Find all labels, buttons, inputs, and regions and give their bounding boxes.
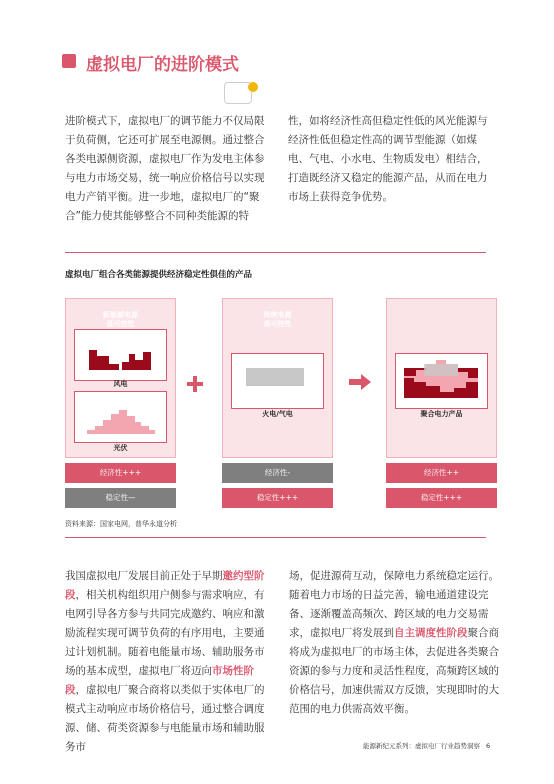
panel-new-energy-stability-bar: 稳定性— bbox=[65, 488, 176, 508]
solar-chart-box bbox=[74, 391, 167, 443]
panel-traditional-label-line2: 高可控性 bbox=[263, 320, 292, 328]
aggregated-chart-box bbox=[395, 353, 488, 409]
arrow-right-icon bbox=[349, 374, 371, 390]
wind-profile-icon bbox=[75, 330, 166, 380]
title-dot-decoration bbox=[248, 82, 258, 92]
thermal-profile-shape bbox=[246, 368, 304, 386]
body-left-text-3: ，虚拟电厂聚合商将以类似于实体电厂的模式主动响应市场价格信号，通过整合调度源、储、荷类资源参与电能量市场和辅助服务市 bbox=[65, 684, 265, 753]
thermal-profile-icon bbox=[232, 354, 323, 408]
wind-caption: 风电 bbox=[113, 380, 128, 388]
panel-traditional-economy-bar: 经济性- bbox=[222, 463, 333, 483]
panel-new-energy-label-line1: 新能源电源 bbox=[103, 311, 138, 319]
solar-profile-shape bbox=[87, 410, 155, 434]
aggregated-profile-icon bbox=[396, 354, 487, 408]
panel-aggregated-stability-bar: 稳定性+++ bbox=[386, 488, 497, 508]
highlight-market-stage: 市场性阶段 bbox=[65, 665, 254, 696]
thermal-chart-box bbox=[231, 353, 324, 409]
figure-title: 虚拟电厂组合各类能源提供经济稳定性俱佳的产品 bbox=[65, 270, 253, 280]
panel-aggregated-economy-bar: 经济性++ bbox=[386, 463, 497, 483]
footer-series: 能源新纪元系列：虚拟电厂行业趋势洞察 bbox=[363, 742, 480, 750]
aggregated-thermal-shape bbox=[424, 364, 458, 376]
wind-chart-box bbox=[74, 329, 167, 381]
intro-paragraph-left: 进阶模式下，虚拟电厂的调节能力不仅局限于负荷侧，它还可扩展至电源侧。通过整合各类电源侧资源，虚拟电厂作为发电主体参与电力市场交易，统一响应价格信号以实现电力产销平衡。进一步地，虚拟电厂的“聚合”能力使其能够整合不同种类能源的特 bbox=[65, 115, 265, 222]
body-paragraph-right bbox=[289, 567, 499, 719]
page-number: 6 bbox=[486, 742, 491, 750]
panel-traditional-label-line1: 传统电源 bbox=[263, 311, 292, 319]
figure-bottom-rule bbox=[65, 537, 486, 538]
body-paragraph-left bbox=[65, 567, 273, 757]
wind-profile-shape bbox=[89, 350, 151, 370]
body-right-text-1: 场，促进源荷互动，保障电力系统稳定运行。随着电力市场的日益完善，输电通道建设完备、逐渐覆盖高频次、跨区域的电力交易需求，虚拟电厂将发展到 bbox=[289, 570, 499, 639]
panel-new-energy bbox=[65, 298, 176, 458]
panel-aggregated bbox=[386, 298, 497, 458]
solar-profile-icon bbox=[75, 392, 166, 442]
body-right-text-2: 聚合商将成为虚拟电厂的市场主体，去促进各类聚合资源的参与力度和灵活性程度，高频跨区域的价格信号，加速供需双方反馈，实现即时的大范围的电力供需高效平衡。 bbox=[289, 627, 499, 715]
aggregated-caption: 聚合电力产品 bbox=[420, 410, 463, 418]
intro-paragraph-right: 性，如将经济性高但稳定性低的风光能源与经济性低但稳定性高的调节型能源（如煤电、气电、小水电、生物质发电）相结合，打造既经济又稳定的能源产品，从而在电力市场上获得竞争优势。 bbox=[288, 115, 488, 203]
title-marker bbox=[62, 54, 76, 68]
panel-new-energy-economy-bar: 经济性+++ bbox=[65, 463, 176, 483]
panel-traditional bbox=[222, 298, 333, 458]
body-left-text-2: ，相关机构组织用户侧参与需求响应，有电网引导各方参与共同完成邀约、响应和激励流程实现可调节负荷的有序用电，主要通过计划机制。随着电能量市场、辅助服务市场的基本成型，虚拟电厂将迈向 bbox=[65, 589, 265, 677]
figure-top-rule bbox=[65, 252, 486, 253]
page-title: 虚拟电厂的进阶模式 bbox=[86, 55, 239, 75]
body-left-text-1: 我国虚拟电厂发展目前正处于早期 bbox=[65, 570, 223, 582]
highlight-autonomous-stage: 自主调度性阶段 bbox=[394, 627, 468, 639]
figure-source: 资料来源：国家电网，普华永道分析 bbox=[65, 520, 177, 528]
highlight-invitation-stage: 邀约型阶段 bbox=[65, 570, 265, 601]
page-footer bbox=[363, 741, 490, 750]
panel-traditional-stability-bar: 稳定性+++ bbox=[222, 488, 333, 508]
plus-icon bbox=[187, 376, 203, 392]
panel-traditional-label bbox=[223, 311, 332, 329]
panel-new-energy-label bbox=[66, 311, 175, 329]
thermal-caption: 火电/气电 bbox=[262, 410, 293, 418]
solar-caption: 光伏 bbox=[113, 444, 128, 452]
panel-new-energy-label-line2: 低可控性 bbox=[106, 320, 135, 328]
